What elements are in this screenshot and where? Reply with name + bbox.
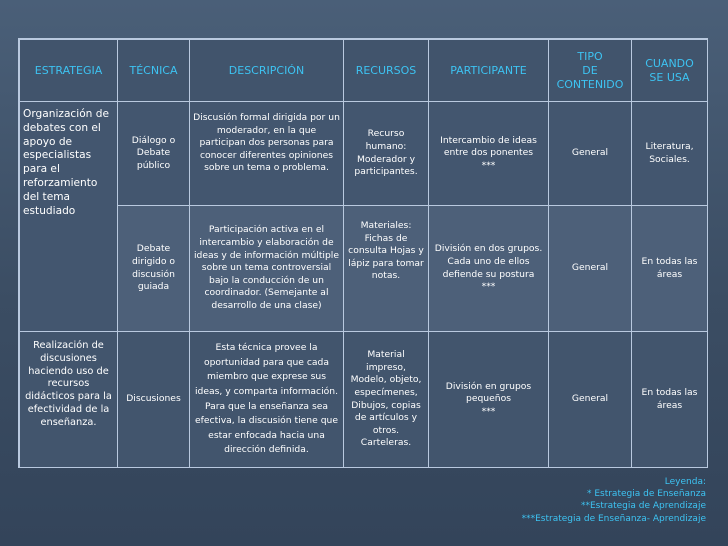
legend: [522, 476, 706, 525]
cell-recursos: Recurso humano: Moderador y participantes.: [344, 102, 429, 206]
strategy-table: [19, 39, 708, 468]
legend-line-ensenanza: * Estrategia de Enseñanza: [586, 489, 706, 500]
cell-cuando: En todas las áreas: [632, 332, 708, 468]
header-recursos: RECURSOS: [344, 40, 429, 102]
cell-descripcion: Esta técnica provee la oportunidad para que cada miembro que exprese sus ideas, y comparta información. Para que la enseñanza sea efectiva, la discusión tiene que estar enfocada hacia una dirección definida.: [190, 332, 344, 468]
cell-tecnica: Diálogo o Debate público: [118, 102, 190, 206]
cell-cuando: En todas las áreas: [632, 206, 708, 332]
cell-tipo: General: [549, 206, 632, 332]
table-row: [20, 332, 708, 468]
header-estrategia: ESTRATEGIA: [20, 40, 118, 102]
cell-recursos: Material impreso, Modelo, objeto, especímenes, Dibujos, copias de artículos y otros. Carteleras.: [344, 332, 429, 468]
cell-tipo: General: [549, 332, 632, 468]
table-row: [20, 206, 708, 332]
header-tecnica: TÉCNICA: [118, 40, 190, 102]
header-descripcion: DESCRIPCIÓN: [190, 40, 344, 102]
cell-descripcion: Participación activa en el intercambio y elaboración de ideas y de información múltiple sobre un tema controversial bajo la conducción de un coordinador. (Semejante al desarrollo de una clase): [190, 206, 344, 332]
cell-participante: Intercambio de ideas entre dos ponentes ***: [429, 102, 549, 206]
cell-descripcion: Discusión formal dirigida por un moderador, en la que participan dos personas para conocer diferentes opiniones sobre un tema o problema.: [190, 102, 344, 206]
strategy-table-frame: [18, 38, 708, 468]
cell-cuando: Literatura, Sociales.: [632, 102, 708, 206]
cell-tipo: General: [549, 102, 632, 206]
header-tipo-contenido: TIPO DE CONTENIDO: [549, 40, 632, 102]
cell-estrategia: Organización de debates con el apoyo de especialistas para el reforzamiento del tema estudiado: [20, 102, 118, 332]
table-header-row: [20, 40, 708, 102]
header-cuando-se-usa: CUANDO SE USA: [632, 40, 708, 102]
cell-recursos: Materiales: Fichas de consulta Hojas y lápiz para tomar notas.: [344, 206, 429, 332]
cell-tecnica: Debate dirigido o discusión guiada: [118, 206, 190, 332]
cell-estrategia: Realización de discusiones haciendo uso de recursos didácticos para la efectividad de la enseñanza.: [20, 332, 118, 468]
cell-participante: División en grupos pequeños ***: [429, 332, 549, 468]
cell-tecnica: Discusiones: [118, 332, 190, 468]
cell-participante: División en dos grupos. Cada uno de ellos defiende su postura ***: [429, 206, 549, 332]
legend-title: Leyenda:: [664, 477, 706, 487]
legend-line-ensenanza-aprendizaje: ***Estrategia de Enseñanza- Aprendizaje: [521, 513, 706, 524]
table-row: [20, 102, 708, 206]
header-participante: PARTICIPANTE: [429, 40, 549, 102]
legend-line-aprendizaje: **Estrategia de Aprendizaje: [581, 501, 706, 512]
